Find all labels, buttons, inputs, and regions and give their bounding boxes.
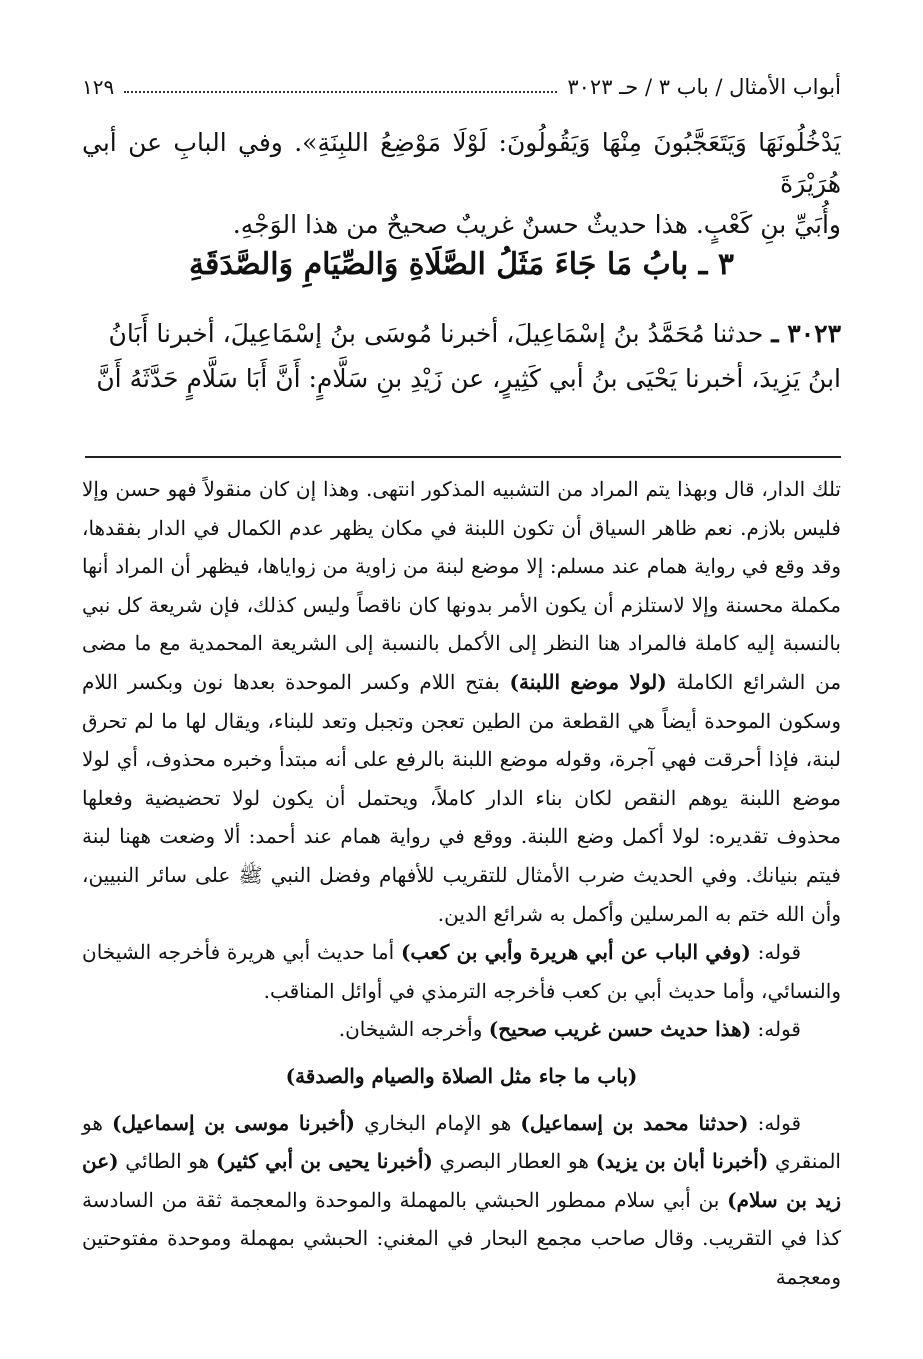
- commentary: [82, 470, 841, 1296]
- quoted-phrase: (أخبرنا يحيى بن أبي كثير): [215, 1149, 433, 1174]
- commentary-text: تلك الدار، قال وبهذا يتم المراد من التشبيه المذكور انتهى. وهذا إن كان منقولاً فهو حسن وإلا فليس بلازم. نعم ظاهر السياق أن تكون اللبنة في مكان يظهر عدم الكمال في الدار بفقدها، وقد وقع في رواية همام عند مسلم: إلا موضع لبنة من زاوية من زواياها، فيظهر أن المراد أنها مكملة محسنة وإلا لاستلزم أن يكون الأمر بدونها كان ناقصاً وليس كذلك، فإن شريعة كل نبي بالنسبة إليه كاملة فالمراد هنا النظر إلى الأكمل بالنسبة إلى الشريعة المحمدية مع ما مضى من الشرائع الكاملة: [82, 477, 842, 694]
- quoted-phrase: (لولا موضع اللبنة): [509, 669, 667, 694]
- footnote-separator: [85, 456, 841, 458]
- commentary-text: بفتح اللام وكسر الموحدة بعدها نون وبكسر اللام وسكون الموحدة أيضاً هي القطعة من الطين تعجن وتجبل وتعد للبناء، ويقال لها ما لم تحرق لبنة، فإذا أحرقت فهي آجرة، وقوله موضع اللبنة بالرفع على أنه مبتدأ وخبره محذوف، أي لولا موضع اللبنة يوهم النقص لكان بناء الدار كاملاً، ويحتمل أن يكون لولا تحضيضية وفعلها محذوف تقديره: لولا أكمل وضع اللبنة. ووقع في رواية همام عند أحمد: ألا وضعت ههنا لبنة فيتم بنيانك. وفي الحديث ضرب الأمثال للتقريب للأفهام وفضل النبي ﷺ على سائر النبيين، وأن الله ختم به المرسلين وأكمل به شرائع الدين.: [82, 669, 841, 926]
- commentary-paragraph: [82, 933, 841, 1010]
- commentary-text: وأخرجه الشيخان.: [338, 1017, 483, 1042]
- leader-dots: [124, 81, 557, 93]
- commentary-paragraph: [82, 1104, 841, 1297]
- commentary-paragraph: [82, 1010, 841, 1049]
- commentary-text: هو الإمام البخاري: [364, 1110, 512, 1135]
- commentary-text: هو المنقري: [82, 1110, 841, 1174]
- hadith-number: ٣٠٢٣ ـ: [771, 319, 841, 348]
- qawluhu-label: قوله:: [757, 940, 802, 965]
- quoted-phrase: (حدثنا محمد بن إسماعيل): [520, 1110, 749, 1135]
- commentary-chapter-heading: (باب ما جاء مثل الصلاة والصيام والصدقة): [285, 1063, 638, 1088]
- commentary-text: هو الطائي: [125, 1149, 210, 1174]
- hadith-line: ابنُ يَزِيدَ، أخبرنا يَحْيَى بنُ أبي كَثِيرٍ، عن زَيْدِ بنِ سَلَّامٍ: أَنَّ أَبَا سَلَّامٍ حَدَّثَهُ أَنَّ: [96, 364, 841, 393]
- quoted-phrase: (أخبرنا موسى بن إسماعيل): [111, 1110, 355, 1135]
- commentary-text: أما حديث أبي هريرة فأخرجه الشيخان والنسائي، وأما حديث أبي بن كعب فأخرجه الترمذي في أوائل المناقب.: [82, 940, 841, 1003]
- hadith-chain: [82, 311, 841, 401]
- hadith-text-top: [82, 122, 841, 245]
- quoted-phrase: (أخبرنا أبان بن يزيد): [595, 1149, 769, 1174]
- qawluhu-label: قوله:: [757, 1017, 801, 1042]
- commentary-text: بن أبي سلام ممطور الحبشي بالمهملة والموحدة والمعجمة ثقة من السادسة كذا في التقريب. وقال صاحب مجمع البحار في المغني: الحبشي بمهملة وموحدة مفتوحتين ومعجمة: [82, 1187, 841, 1289]
- running-title: أبواب الأمثال / باب ٣ / حـ ٣٠٢٣: [567, 75, 841, 99]
- page-number: ١٢٩: [82, 75, 115, 99]
- quoted-phrase: (وفي الباب عن أبي هريرة وأبي بن كعب): [400, 940, 751, 965]
- chapter-title: ٣ ـ بابُ مَا جَاءَ مَثَلُ الصَّلَاةِ وَالصِّيَامِ وَالصَّدَقَةِ: [188, 247, 735, 282]
- page-header: [82, 70, 841, 104]
- commentary-paragraph: [82, 470, 841, 933]
- commentary-text: هو العطار البصري: [439, 1149, 589, 1174]
- quoted-phrase: (عن زيد بن سلام): [82, 1149, 841, 1212]
- matn-line: وأُبَيِّ بنِ كَعْبٍ. هذا حديثٌ حسنٌ غريبٌ صحيحٌ من هذا الوَجْهِ.: [232, 210, 841, 239]
- quoted-phrase: (هذا حديث حسن غريب صحيح): [488, 1017, 752, 1042]
- qawluhu-label: قوله:: [757, 1110, 802, 1135]
- hadith-line: حدثنا مُحَمَّدُ بنُ إسْمَاعِيلَ، أخبرنا مُوسَى بنُ إسْمَاعِيلَ، أخبرنا أَبَانُ: [108, 319, 764, 348]
- matn-line: يَدْخُلُونَهَا وَيَتَعَجَّبُونَ مِنْهَا وَيَقُولُونَ: لَوْلَا مَوْضِعُ اللبِنَةِ». وفي البابِ عن أبي هُرَيْرَةَ: [82, 128, 841, 198]
